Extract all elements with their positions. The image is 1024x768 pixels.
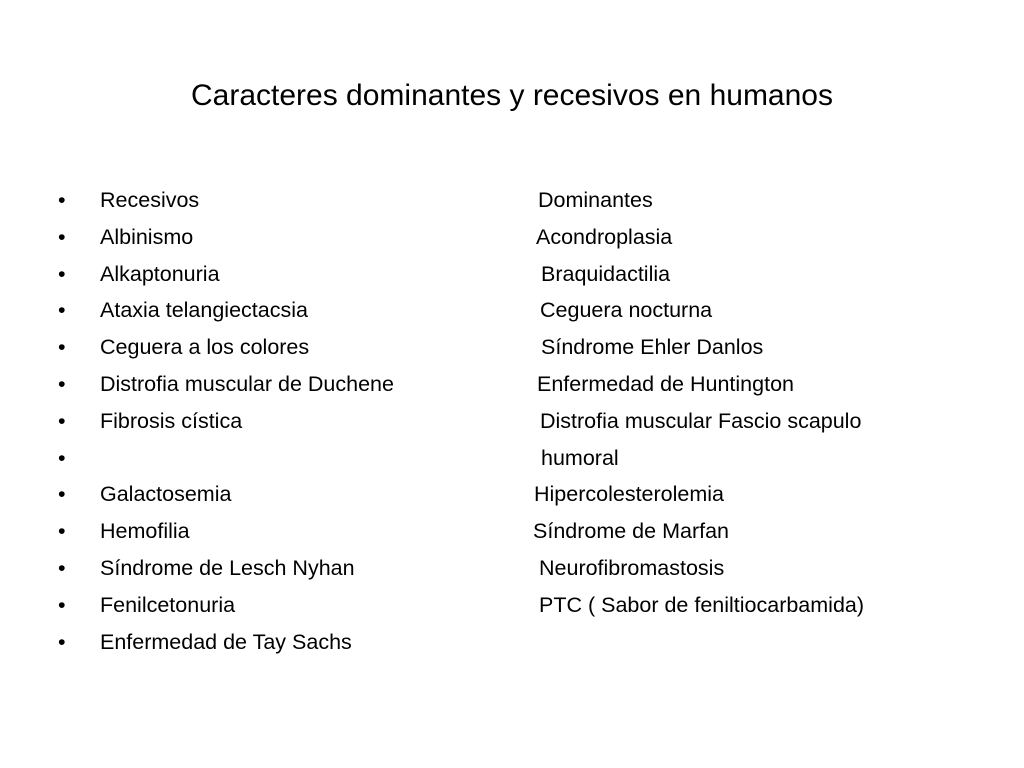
recessive-trait: Ataxia telangiectacsia: [100, 298, 308, 323]
bullet-icon: •: [58, 555, 66, 580]
bullet-icon: •: [58, 482, 66, 507]
list-item: [0, 219, 1024, 256]
slide-title: Caracteres dominantes y recesivos en humanos: [191, 79, 833, 112]
recessive-trait: Recesivos: [100, 188, 200, 212]
list-item: [0, 624, 1024, 661]
list-item: [0, 403, 1024, 440]
recessive-trait: Síndrome de Lesch Nyhan: [100, 555, 355, 580]
bullet-list: [0, 182, 1024, 660]
bullet-icon: •: [58, 188, 66, 212]
list-item: [0, 476, 1024, 513]
recessive-trait: Enfermedad de Tay Sachs: [100, 629, 352, 654]
dominant-trait: Síndrome Ehler Danlos: [541, 335, 764, 360]
recessive-trait: Fibrosis cística: [100, 408, 243, 433]
bullet-icon: •: [58, 408, 66, 433]
list-item: [0, 440, 1024, 477]
bullet-icon: •: [58, 629, 66, 654]
bullet-icon: •: [58, 592, 66, 617]
list-item: [0, 256, 1024, 293]
dominant-trait: Braquidactilia: [541, 261, 671, 286]
recessive-trait: Fenilcetonuria: [100, 592, 236, 617]
recessive-trait: Galactosemia: [100, 482, 232, 507]
recessive-trait: Distrofia muscular de Duchene: [100, 371, 394, 396]
list-item: [0, 550, 1024, 587]
dominant-trait: Acondroplasia: [536, 224, 673, 249]
bullet-icon: •: [58, 298, 66, 323]
bullet-icon: •: [58, 335, 66, 360]
dominant-trait: Síndrome de Marfan: [533, 519, 729, 544]
recessive-trait: Albinismo: [100, 224, 194, 249]
dominant-trait: Neurofibromastosis: [539, 555, 725, 580]
bullet-icon: •: [58, 371, 66, 396]
list-item: [0, 329, 1024, 366]
bullet-icon: •: [58, 224, 66, 249]
dominant-trait: humoral: [541, 445, 619, 470]
dominant-trait: Distrofia muscular Fascio scapulo: [540, 408, 862, 433]
dominant-trait: Enfermedad de Huntington: [537, 371, 794, 396]
bullet-icon: •: [58, 445, 66, 470]
list-item: [0, 513, 1024, 550]
list-item: [0, 587, 1024, 624]
recessive-trait: Hemofilia: [100, 519, 190, 544]
dominant-trait: Hipercolesterolemia: [534, 482, 724, 507]
list-item: [0, 182, 1024, 219]
dominant-trait: Ceguera nocturna: [540, 298, 713, 323]
list-item: [0, 366, 1024, 403]
list-item: [0, 292, 1024, 329]
dominant-trait: Dominantes: [538, 188, 653, 212]
recessive-trait: Alkaptonuria: [100, 261, 220, 286]
recessive-trait: Ceguera a los colores: [100, 335, 310, 360]
bullet-icon: •: [58, 519, 66, 544]
dominant-trait: PTC ( Sabor de feniltiocarbamida): [539, 592, 865, 617]
bullet-icon: •: [58, 261, 66, 286]
